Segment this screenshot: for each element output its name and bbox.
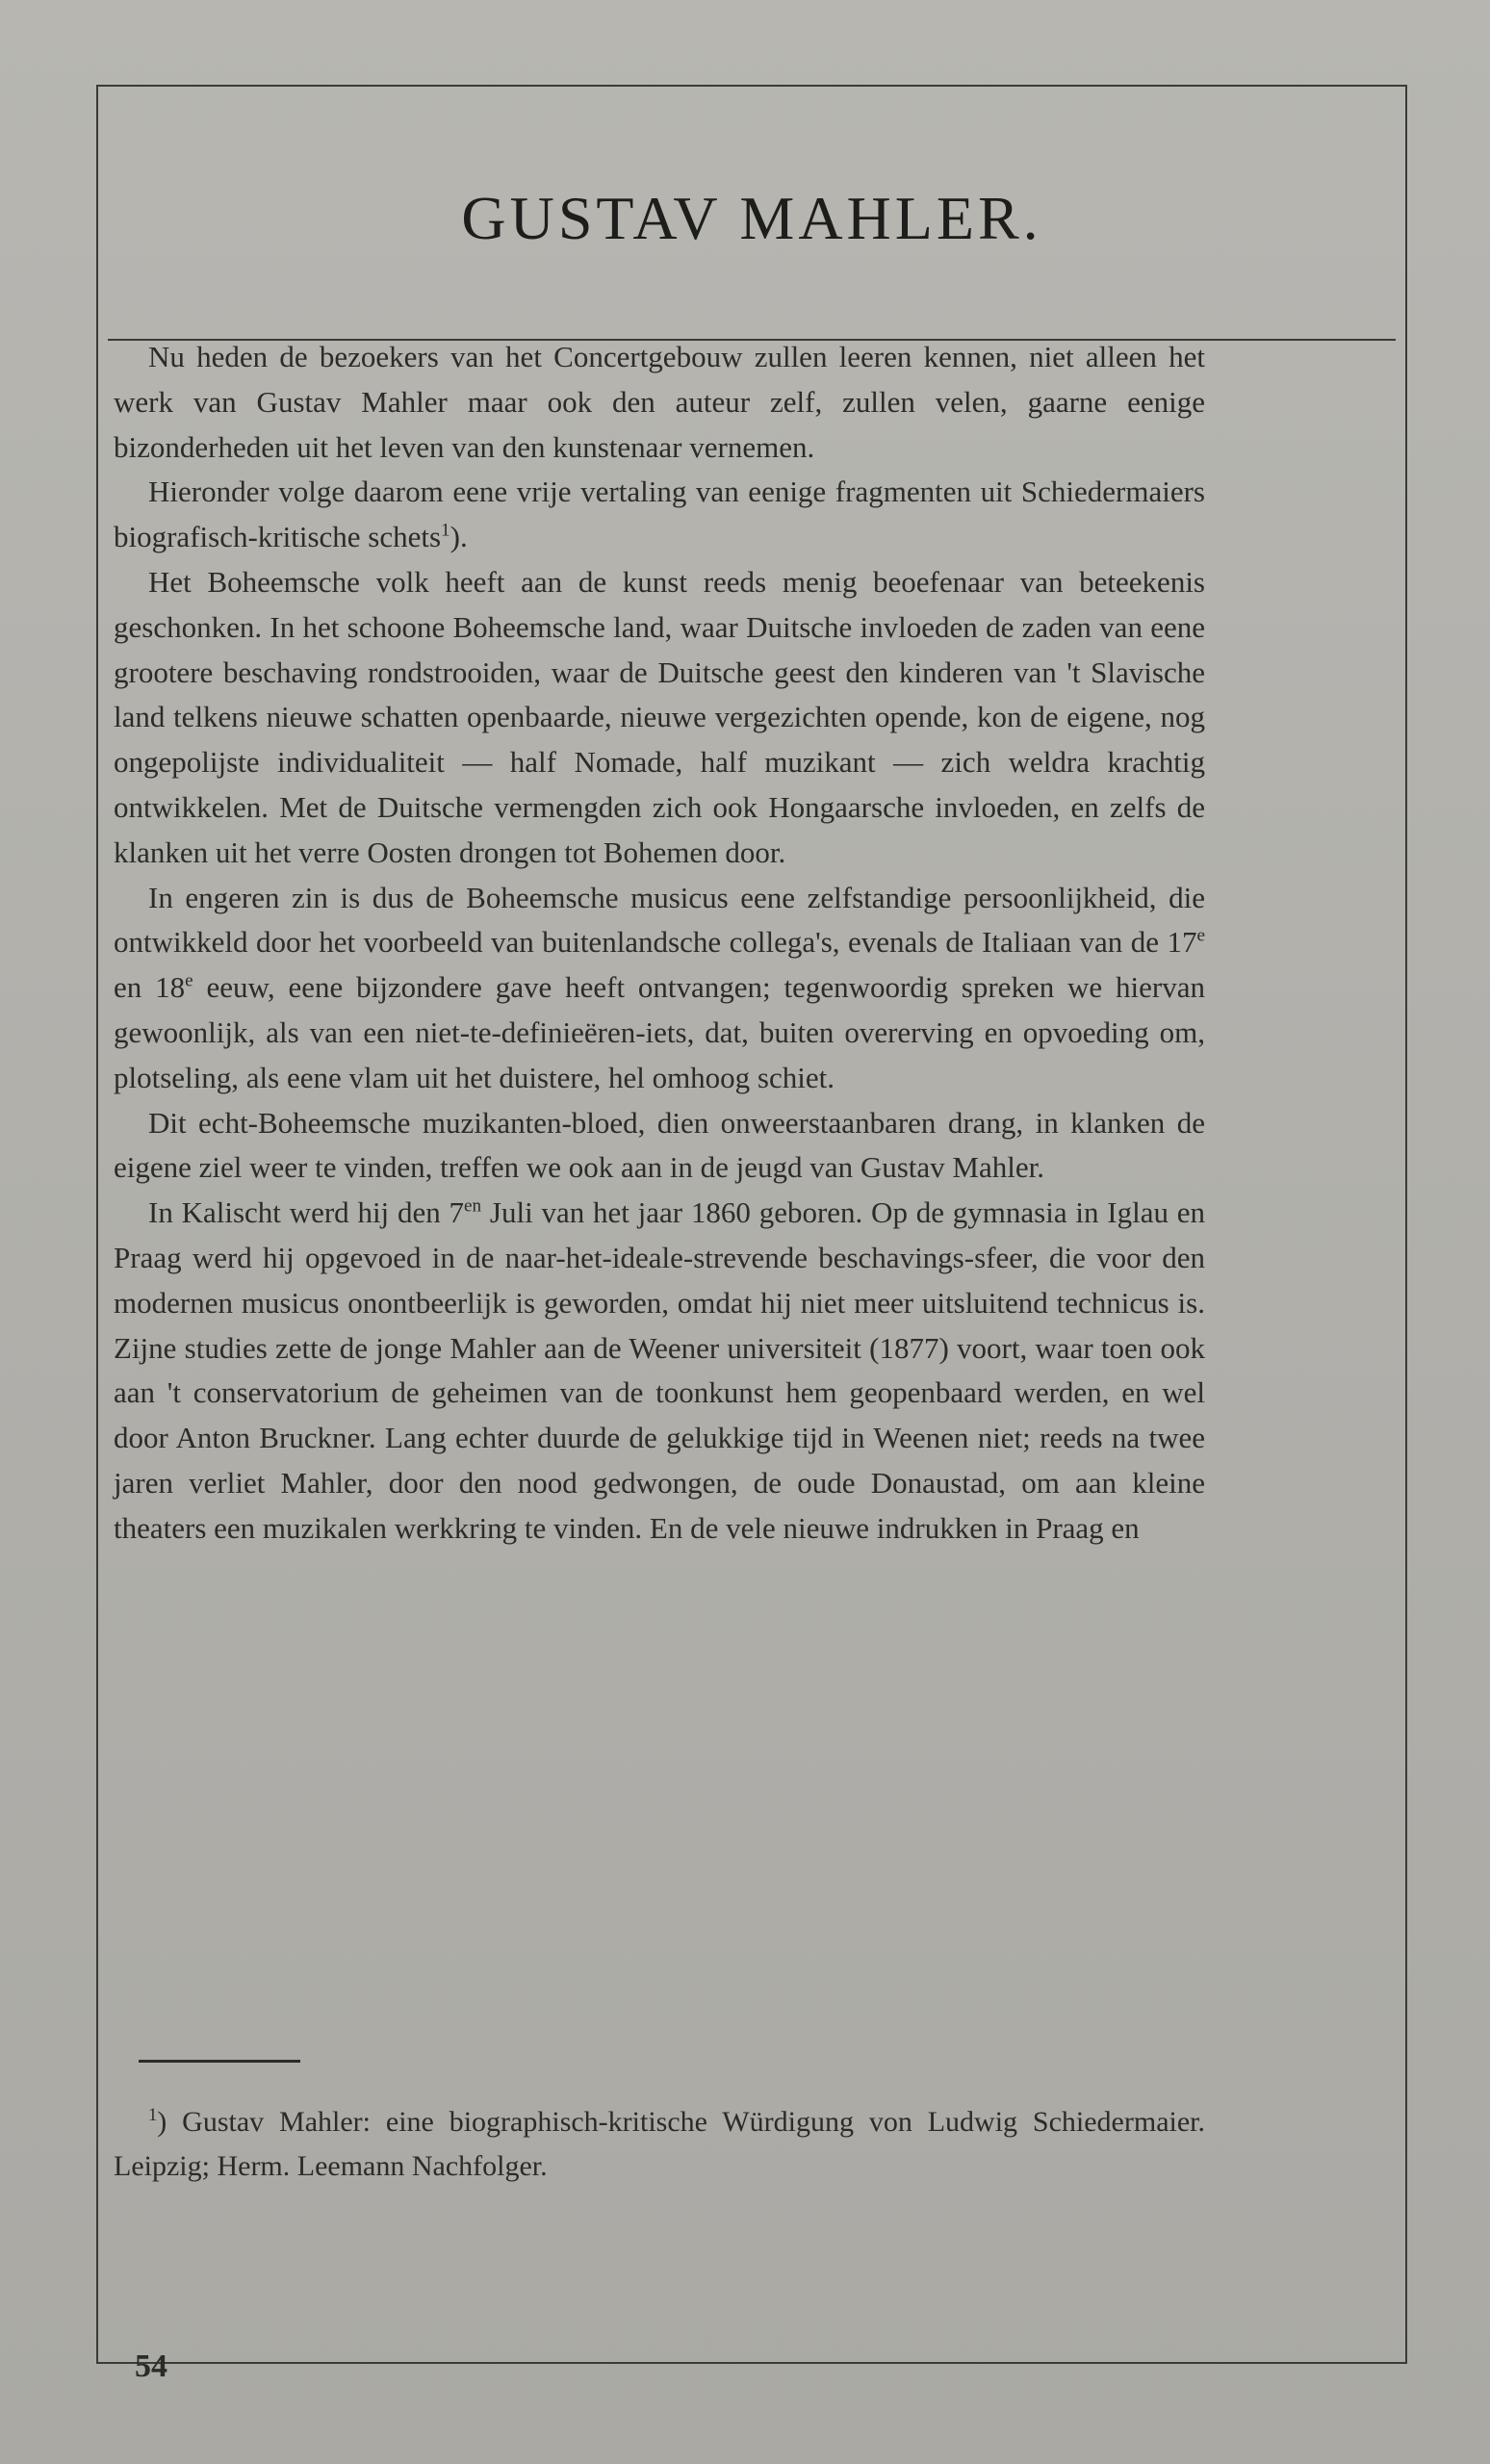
paragraph-2-end: ). bbox=[450, 520, 468, 554]
paragraph-2 bbox=[114, 470, 1205, 560]
paragraph-6 bbox=[114, 1191, 1205, 1551]
paragraph-6-text: Juli van het jaar 1860 geboren. Op de gymnasia in Iglau en Praag werd hij opgevoed in de naar-het-ideale-strevende beschavings-sfeer, die voor den modernen musicus onontbeerlijk is geworden, omdat hij niet meer uitsluitend technicus is. Zijne studies zette de jonge Mahler aan de Weener universiteit (1877) voort, waar toen ook aan 't conservatorium de geheimen van de toonkunst hem geopenbaard werden, en wel door Anton Bruckner. Lang echter duurde de gelukkige tijd in Weenen niet; reeds na twee jaren verliet Mahler, door den nood gedwongen, de oude Donaustad, om aan kleine theaters een muzikalen werkkring te vinden. En de vele nieuwe indrukken in Praag en bbox=[114, 1195, 1205, 1545]
page-number: 54 bbox=[135, 2348, 167, 2384]
footnote-mark: 1 bbox=[148, 2105, 158, 2125]
title-block bbox=[98, 87, 1405, 356]
paragraph-4-end: eeuw, eene bijzondere gave heeft ontvangen; tegenwoordig spreken we hiervan gewoonlijk, als van een niet-te-definieëren-iets, dat, buiten overerving en opvoeding om, plotseling, als eene vlam uit het duistere, hel omhoog schiet. bbox=[114, 970, 1205, 1094]
ordinal-sup-18: e bbox=[185, 970, 193, 991]
paragraph-5 bbox=[114, 1101, 1205, 1192]
paragraph-4-text: In engeren zin is dus de Boheemsche musicus eene zelfstandige persoonlijkheid, die ontwikkeld door het voorbeeld van buitenlandsche collega's, evenals de Italiaan van de 17 bbox=[114, 880, 1205, 960]
footnote-paragraph: $^1$) Gustav Mahler: eine biographisch-kritische Würdigung von Ludwig Schiedermaier. Leipzig; Herm. Leemann Nachfolger. bbox=[114, 2105, 1205, 2182]
footnote-text: Gustav Mahler: eine biographisch-kritische Würdigung von Ludwig Schiedermaier. Leipzig; Herm. Leemann Nachfolger. bbox=[114, 2106, 1205, 2182]
paragraph-2-text: Hieronder volge daarom eene vrije vertaling van eenige fragmenten uit Schiedermaiers biografisch-kritische schets bbox=[114, 475, 1205, 554]
page-title: GUSTAV MAHLER. bbox=[461, 184, 1042, 252]
paragraph-1 bbox=[114, 335, 1205, 470]
footnote-ref: 1 bbox=[441, 520, 450, 541]
paragraph-3 bbox=[114, 560, 1205, 876]
paragraph-4 bbox=[114, 876, 1205, 1101]
article-body bbox=[114, 335, 1205, 1552]
paragraph-6-start: In Kalischt werd hij den 7 bbox=[148, 1195, 464, 1230]
paragraph-4-mid: en 18 bbox=[114, 970, 186, 1005]
ordinal-sup-7: en bbox=[464, 1195, 482, 1217]
footnote-divider bbox=[139, 2060, 300, 2063]
paragraph-5-text: Dit echt-Boheemsche muzikanten-bloed, dien onweerstaanbaren drang, in klanken de eigene ziel weer te vinden, treffen we ook aan in de jeugd van Gustav Mahler. bbox=[114, 1105, 1205, 1185]
paragraph-3-text: Het Boheemsche volk heeft aan de kunst reeds menig beoefenaar van beteekenis geschonken. In het schoone Boheemsche land, waar Duitsche invloeden de zaden van eene grootere beschaving rondstrooiden, waar de Duitsche geest den kinderen van 't Slavische land telkens nieuwe schatten openbaarde, nieuwe vergezichten opende, kon de eigene, nog ongepolijste individualiteit — half Nomade, half muzikant — zich weldra krachtig ontwikkelen. Met de Duitsche vermengden zich ook Hongaarsche invloeden, en zelfs de klanken uit het verre Oosten drongen tot Bohemen door. bbox=[114, 564, 1205, 869]
paragraph-1-text: Nu heden de bezoekers van het Concertgebouw zullen leeren kennen, niet alleen het werk van Gustav Mahler maar ook den auteur zelf, zullen velen, gaarne eenige bizonderheden uit het leven van den kunstenaar vernemen. bbox=[114, 340, 1205, 464]
footnote bbox=[114, 2100, 1205, 2189]
ordinal-sup-17: e bbox=[1196, 926, 1205, 947]
